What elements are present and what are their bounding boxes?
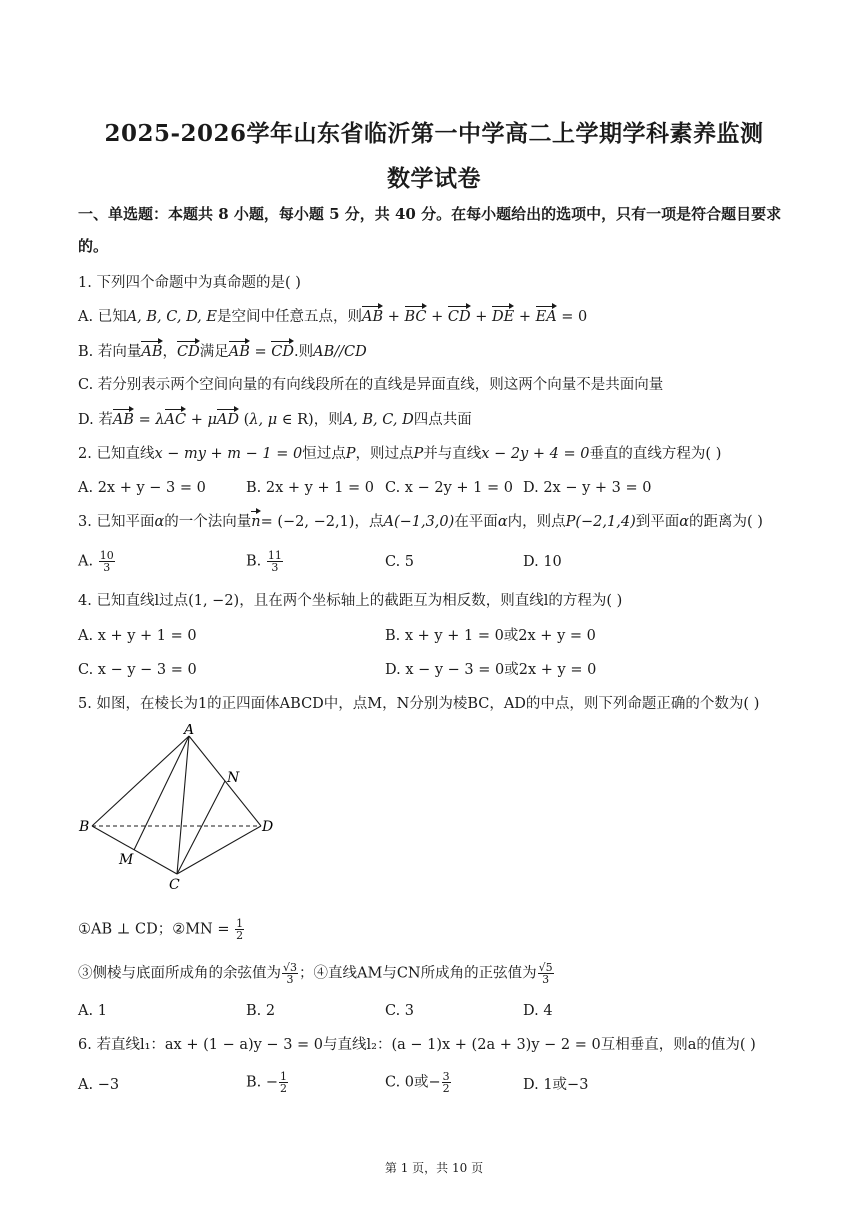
q2-mid: 恒过点 [302, 446, 346, 462]
q5-statement-1-2: ①AB ⊥ CD；②MN = $\frac{1}{2}$ [78, 917, 244, 942]
q2-end: 垂直的直线方程为( ) [589, 446, 722, 462]
q2-stem-pre: 2. 已知直线 [78, 446, 155, 462]
q6-option-a: A. −3 [78, 1077, 120, 1093]
q2-mid2: ，则过点 [355, 446, 414, 462]
label-n: N [227, 770, 240, 786]
q5-statement-3-4: ③侧棱与底面所成角的余弦值为 $\frac{√3}{3}$ ；④直线AM与CN所成角的正弦值为 $\frac{√5}{3}$ [78, 961, 553, 986]
q3-stem: 3. 已知平面α的一个法向量n= (−2, −2,1)，点A(−1,3,0)在平面α内，则点P(−2,1,4)到平面α的距离为( ) [78, 514, 763, 530]
q5-stem: 5. 如图，在棱长为1的正四面体ABCD中，点M，N分别为棱BC，AD的中点，则下列命题正确的个数为( ) [78, 696, 760, 712]
q3-alpha2: α [497, 514, 508, 530]
q6-option-c: C. 0或− $\frac{3}{2}$ [385, 1070, 450, 1095]
q1-option-c: C. 若分别表示两个空间向量的有向线段所在的直线是异面直线，则这两个向量不是共面向量 [78, 377, 664, 393]
q3-mid3: 在平面 [454, 514, 498, 530]
q1-d-mid: ，则 [313, 412, 343, 428]
q6-option-b: B. − $\frac{1}{2}$ [246, 1070, 288, 1095]
q1-d-pre: D. 若 [78, 412, 113, 428]
q4-option-b: B. x + y + 1 = 0或2x + y = 0 [385, 628, 596, 644]
q3-option-a: A. $\frac{10}{3}$ [78, 549, 114, 574]
q2-option-a: A. 2x + y − 3 = 0 [78, 480, 206, 496]
section-heading-line2: 的。 [78, 237, 109, 255]
q1-option-d: D. 若AB = λAC + μAD (λ, μ ∈ R)，则A, B, C, D四点共面 [78, 412, 472, 428]
q1-option-b: B. 若向量AB，CD满足AB = CD.则AB//CD [78, 344, 367, 360]
q2-eq2: x − 2y + 4 = 0 [481, 446, 590, 462]
q1-b-end: .则 [294, 344, 314, 360]
q3-normal: = (−2, −2,1) [260, 514, 355, 530]
q5-option-a: A. 1 [78, 1003, 107, 1019]
q3-alpha: α [154, 514, 165, 530]
q1-a-pre: A. 已知 [78, 309, 127, 325]
q2-mid3: 并与直线 [423, 446, 482, 462]
q5-s1-text: ①AB ⊥ CD；②MN = [78, 921, 235, 938]
q2-point-p: P [345, 446, 356, 462]
q1-d-end: 四点共面 [413, 412, 472, 428]
label-d: D [262, 819, 274, 835]
label-b: B [79, 819, 90, 835]
q4-option-d: D. x − y − 3 = 0或2x + y = 0 [385, 662, 597, 678]
label-a: A [184, 724, 195, 738]
q1-b-mid: 满足 [199, 344, 229, 360]
q2-stem [78, 444, 721, 464]
q3-option-d: D. 10 [523, 554, 562, 570]
q3-alpha3: α [679, 514, 690, 530]
q2-option-b: B. 2x + y + 1 = 0 [246, 480, 375, 496]
page-title: 2025-2026学年山东省临沂第一中学高二上学期学科素养监测 [104, 120, 764, 147]
q3-mid2: ，点 [354, 514, 384, 530]
q1-option-a: A. 已知A, B, C, D, E是空间中任意五点，则AB + BC + CD + DE + EA = 0 [78, 309, 588, 325]
q5-option-c: C. 3 [385, 1003, 415, 1019]
q4-stem: 4. 已知直线l过点(1, −2)，且在两个坐标轴上的截距互为相反数，则直线l的方程为( ) [78, 593, 623, 609]
q3-point-a: A(−1,3,0) [383, 514, 455, 530]
q3-option-c: C. 5 [385, 554, 415, 570]
q6-option-d: D. 1或−3 [523, 1077, 589, 1093]
edge-ab [92, 736, 189, 826]
q5-s3-text: ③侧棱与底面所成角的余弦值为 [78, 965, 281, 982]
q3-mid5: 到平面 [635, 514, 680, 530]
q2-option-d: D. 2x − y + 3 = 0 [523, 480, 652, 496]
q4-option-a: A. x + y + 1 = 0 [78, 628, 197, 644]
q3-point-p: P(−2,1,4) [565, 514, 636, 530]
q1-a-mid: 是空间中任意五点，则 [216, 309, 362, 325]
label-m: M [119, 852, 134, 868]
q1-b-pre: B. 若向量 [78, 344, 142, 360]
q3-pre: 3. 已知平面 [78, 514, 155, 530]
page-subtitle: 数学试卷 [387, 165, 481, 192]
q5-s4-text: ；④直线AM与CN所成角的正弦值为 [299, 965, 537, 982]
q5-option-d: D. 4 [523, 1003, 553, 1019]
q2-eq1: x − my + m − 1 = 0 [154, 446, 303, 462]
section-heading-line1: 一、单选题：本题共 8 小题，每小题 5 分，共 40 分。在每小题给出的选项中，只有一项是符合题目要求 [78, 205, 782, 223]
q1-b-parallel: AB//CD [313, 344, 367, 360]
q3-mid4: 内，则点 [507, 514, 566, 530]
q3-option-b: B. $\frac{11}{3}$ [246, 549, 282, 574]
q4-option-c: C. x − y − 3 = 0 [78, 662, 197, 678]
q5-option-b: B. 2 [246, 1003, 276, 1019]
label-c: C [169, 877, 180, 893]
q6-stem: 6. 若直线l₁：ax + (1 − a)y − 3 = 0与直线l₂：(a − 1)x + (2a + 3)y − 2 = 0互相垂直，则a的值为( ) [78, 1037, 756, 1053]
page-footer: 第 1 页，共 10 页 [384, 1161, 484, 1175]
q3-end: 的距离为( ) [689, 514, 763, 530]
q3-mid: 的一个法向量 [164, 514, 252, 530]
q2-point-p2: P [413, 446, 424, 462]
tetrahedron-figure [76, 724, 286, 894]
q1-stem: 1. 下列四个命题中为真命题的是( ) [78, 275, 301, 291]
q2-option-c: C. x − 2y + 1 = 0 [385, 480, 513, 496]
q1-a-points: A, B, C, D, E [126, 309, 217, 325]
